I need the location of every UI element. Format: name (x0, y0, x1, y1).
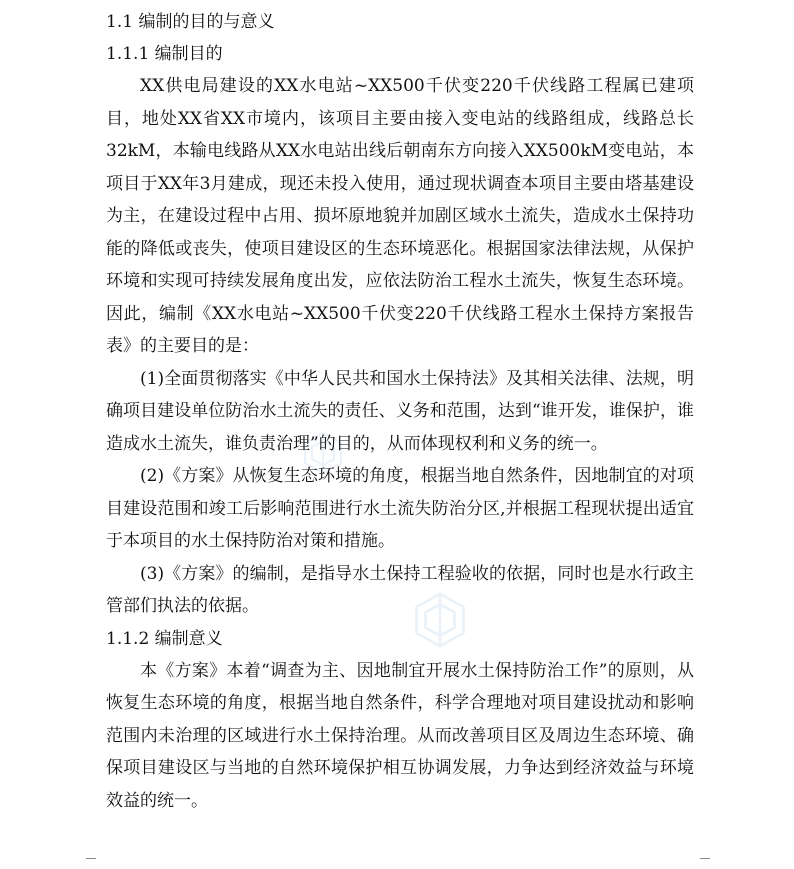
page-corner-mark (700, 858, 710, 869)
list-item-2: (2)《方案》从恢复生态环境的角度，根据当地自然条件，因地制宜的对项目建设范围和竣工后影响范围进行水土流失防治分区,并根据工程现状提出适宜于本项目的水土保持防治对策和措施。 (106, 466, 694, 551)
list-item-3: (3)《方案》的编制，是指导水土保持工程验收的依据，同时也是水行政主管部们执法的依据。 (106, 563, 694, 616)
page-corner-mark (86, 858, 96, 869)
paragraph-intro: XX供电局建设的XX水电站~XX500千伏变220千伏线路工程属已建项目，地处XX省XX市境内，该项目主要由接入变电站的线路组成，线路总长32kM，本输电线路从XX水电站出线后朝南东方向接入XX500kM变电站，本项目于XX年3月建成，现还未投入使用，通过现状调查本项目主要由塔基建设为主，在建设过程中占用、损坏原地貌并加剧区域水土流失，造成水土保持功能的降低或丧失，使项目建设区的生态环境恶化。根据国家法律法规，从保护环境和实现可持续发展角度出发，应依法防治工程水土流失，恢复生态环境。因此，编制《XX水电站~XX500千伏变220千伏线路工程水土保持方案报告表》的主要目的是： (106, 76, 694, 356)
document-body (106, 6, 694, 817)
paragraph-meaning: 本《方案》本着“调查为主、因地制宜开展水土保持防治工作”的原则，从恢复生态环境的角度，根据当地自然条件，科学合理地对项目建设扰动和影响范围内未治理的区域进行水土保持治理。从而改善项目区及周边生态环境、确保项目建设区与当地的自然环境保护相互协调发展，力争达到经济效益与环境效益的统一。 (106, 660, 694, 811)
section-heading-1-1-1: 1.1.1 编制目的 (106, 44, 223, 64)
section-heading-1-1-2: 1.1.2 编制意义 (106, 628, 223, 649)
list-item-1: (1)全面贯彻落实《中华人民共和国水土保持法》及其相关法律、法规，明确项目建设单位防治水土流失的责任、义务和范围，达到“谁开发，谁保护，谁造成水土流失，谁负责治理”的目的，从而体现权利和义务的统一。 (106, 368, 694, 454)
section-heading-1-1: 1.1 编制的目的与意义 (106, 12, 275, 32)
